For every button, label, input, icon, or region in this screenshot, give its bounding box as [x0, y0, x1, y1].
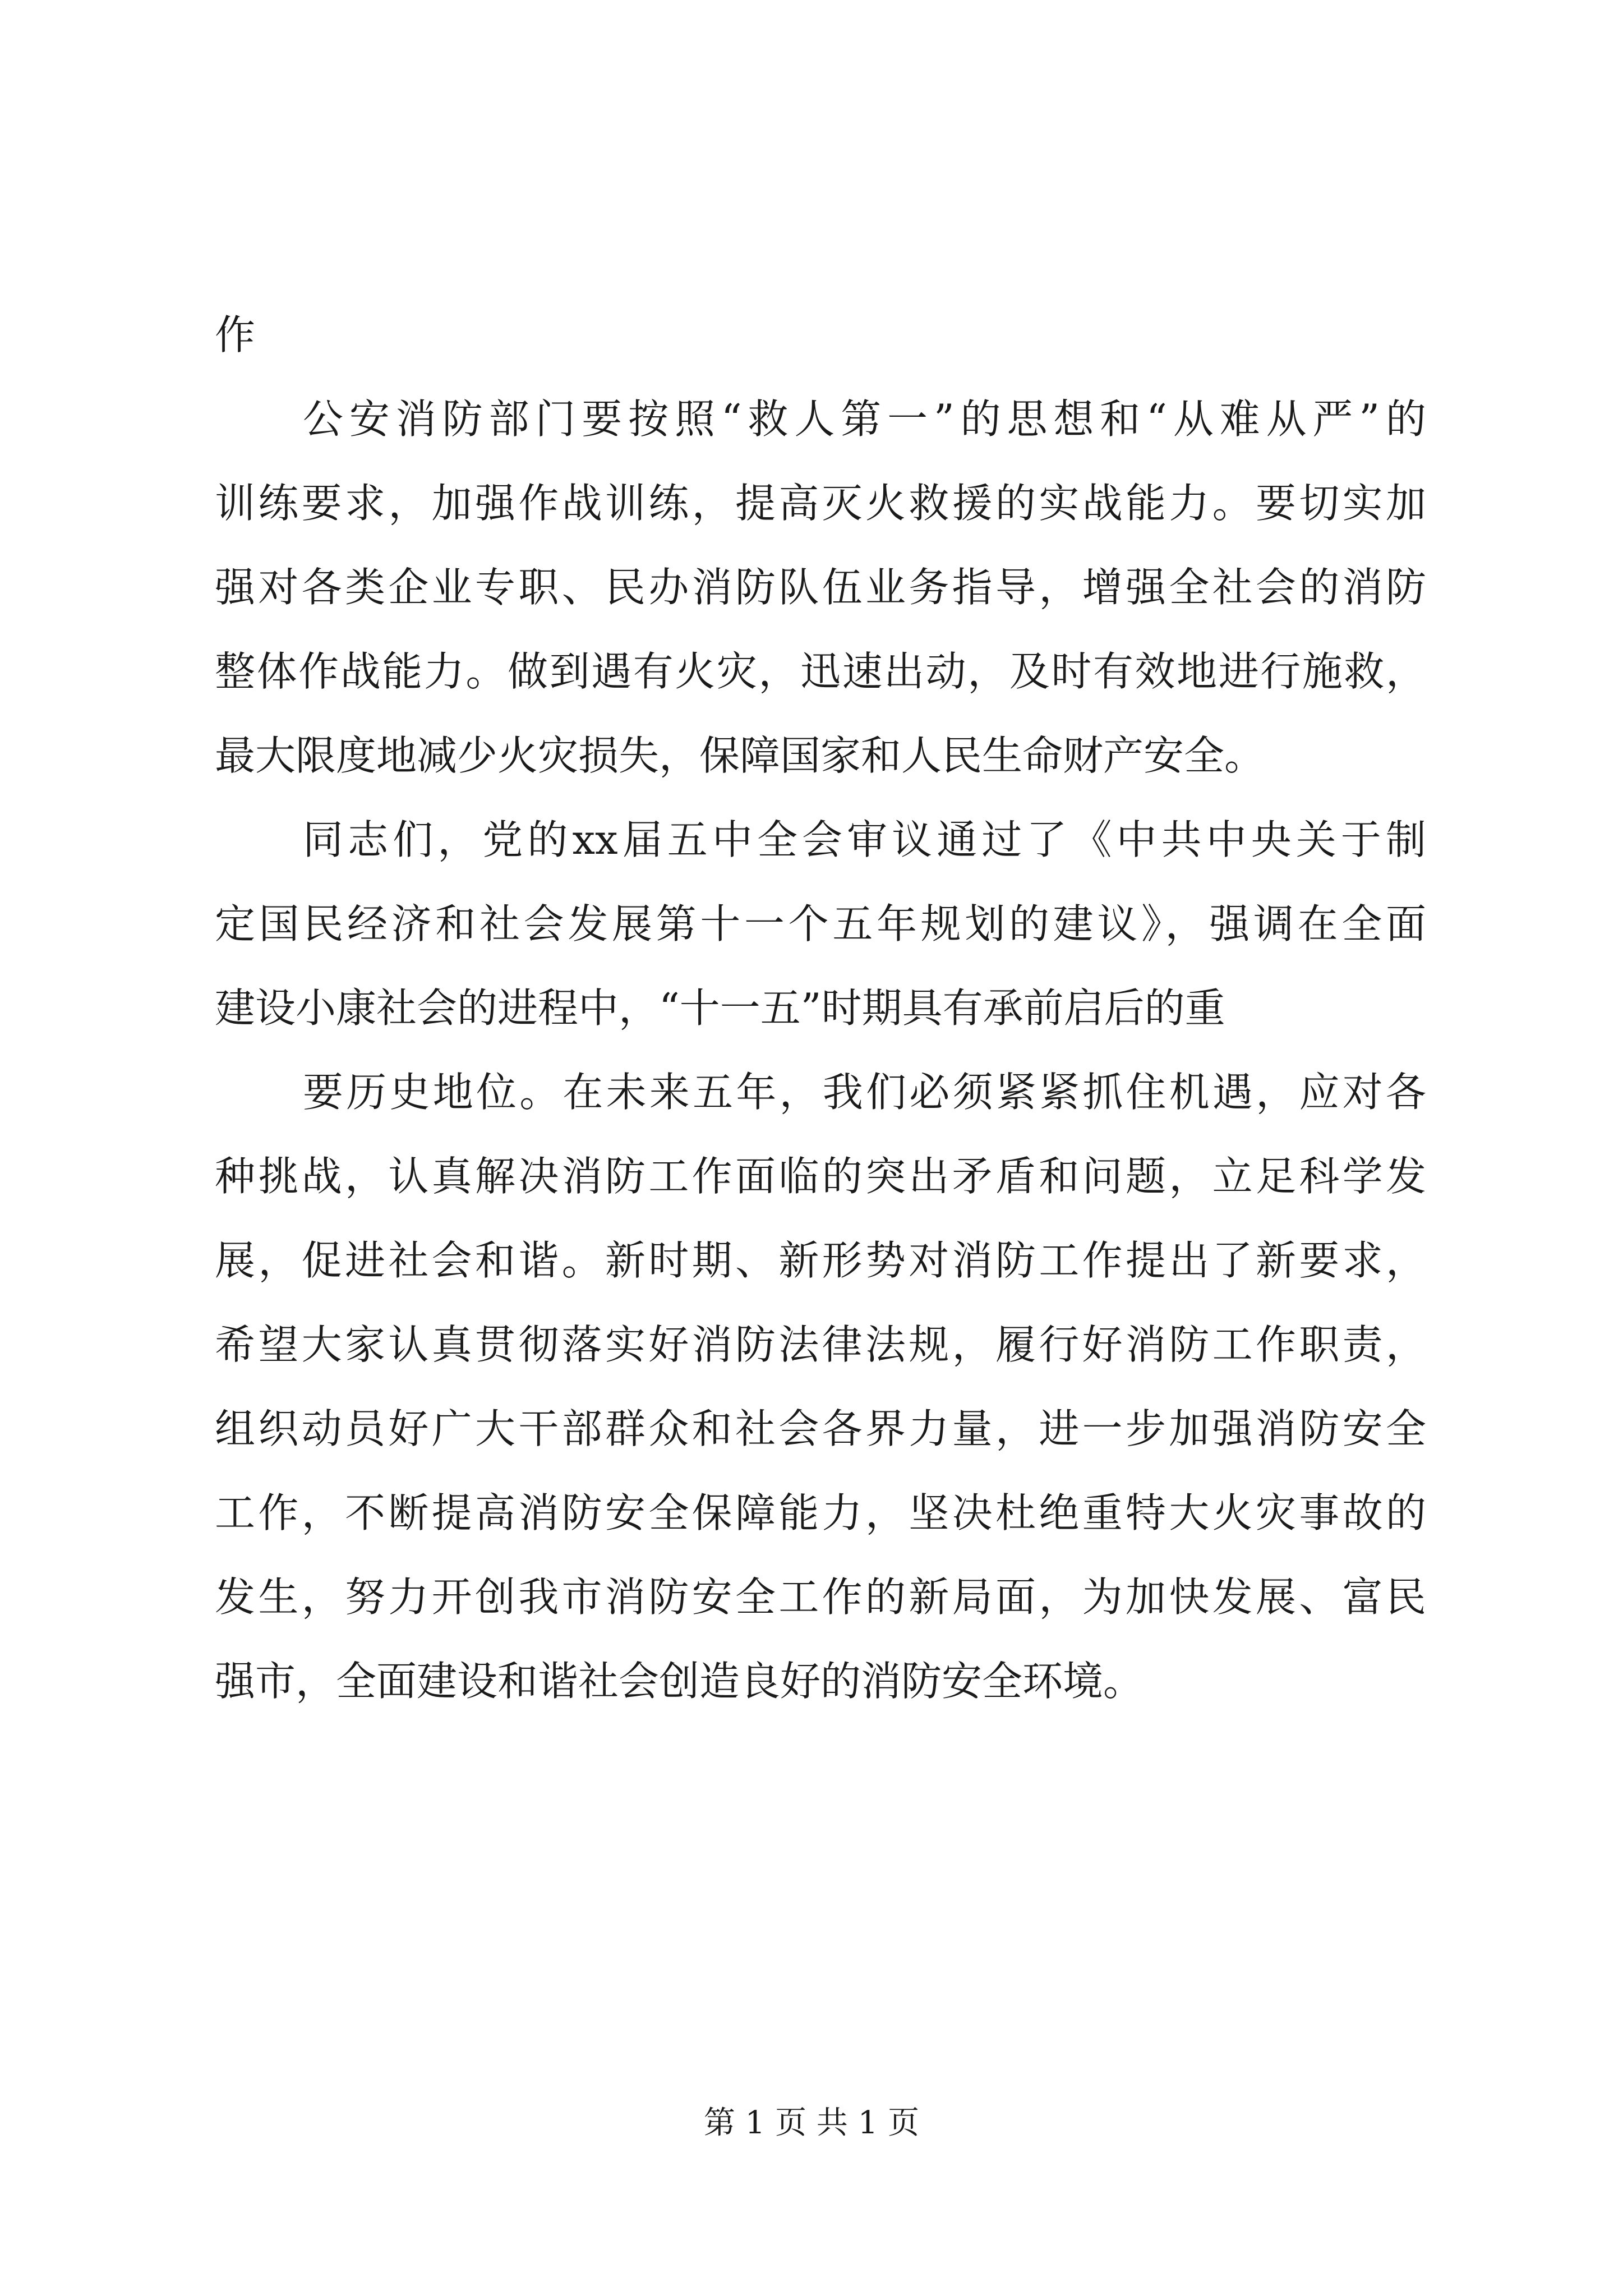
text-line-13: 希望大家认真贯彻落实好消防法律法规，履行好消防工作职责， [215, 1321, 1426, 1368]
text-line-4: 强对各类企业专职、民办消防队伍业务指导，增强全社会的消防 [215, 564, 1426, 611]
page-number-footer: 第 1 页 共 1 页 [703, 2105, 920, 2141]
text-line-17: 强市，全面建设和谐社会创造良好的消防安全环境。 [215, 1658, 1144, 1705]
text-line-6: 最大限度地减少火灾损失，保障国家和人民生命财产安全。 [215, 732, 1265, 779]
text-line-12: 展，促进社会和谐。新时期、新形势对消防工作提出了新要求， [215, 1237, 1426, 1284]
text-line-10: 要历史地位。在未来五年，我们必须紧紧抓住机遇，应对各 [303, 1069, 1426, 1116]
text-line-5: 整体作战能力。做到遇有火灾，迅速出动，及时有效地进行施救， [215, 648, 1426, 695]
text-line-11: 种挑战，认真解决消防工作面临的突出矛盾和问题，立足科学发 [215, 1153, 1426, 1200]
text-line-16: 发生，努力开创我市消防安全工作的新局面，为加快发展、富民 [215, 1573, 1426, 1621]
text-line-1: 作 [215, 311, 256, 358]
text-line-3: 训练要求，加强作战训练，提高灭火救援的实战能力。要切实加 [215, 480, 1426, 527]
text-line-14: 组织动员好广大干部群众和社会各界力量，进一步加强消防安全 [215, 1405, 1426, 1452]
text-line-15: 工作，不断提高消防安全保障能力，坚决杜绝重特大火灾事故的 [215, 1489, 1426, 1536]
text-line-7: 同志们，党的xx届五中全会审议通过了《中共中央关于制 [303, 816, 1426, 863]
text-line-2: 公安消防部门要按照“救人第一”的思想和“从难从严”的 [303, 395, 1426, 443]
text-line-8: 定国民经济和社会发展第十一个五年规划的建议》，强调在全面 [215, 900, 1426, 947]
text-line-9: 建设小康社会的进程中，“十一五”时期具有承前启后的重 [215, 984, 1225, 1032]
